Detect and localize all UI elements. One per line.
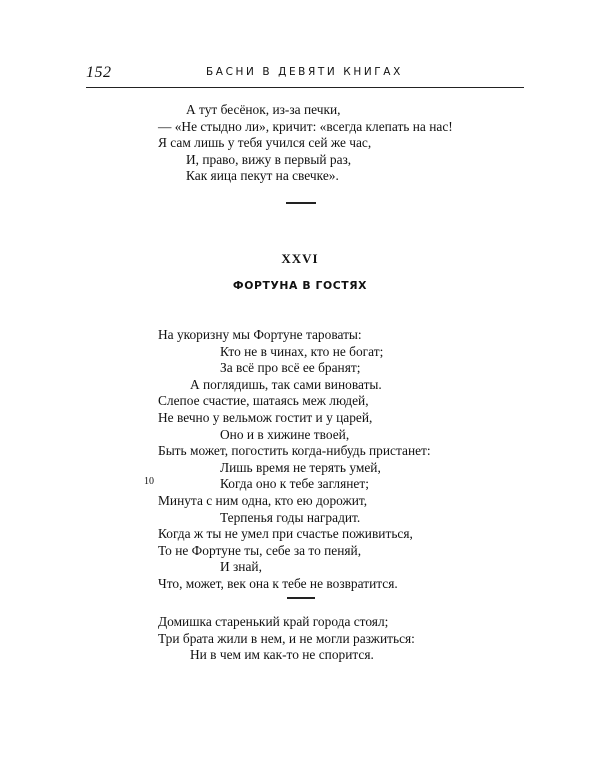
verse-line: Домишка старенький край города стоял; xyxy=(158,614,389,629)
verse-line: Ни в чем им как-то не спорится. xyxy=(190,647,374,663)
verse-line: И, право, вижу в первый раз, xyxy=(186,151,352,167)
running-head: БАСНИ В ДЕВЯТИ КНИГАХ xyxy=(206,66,403,78)
verse-line: Оно и в хижине твоей, xyxy=(220,426,350,442)
verse-line: Когда оно к тебе заглянет; xyxy=(220,476,369,492)
verse-line: Лишь время не терять умей, xyxy=(220,459,381,475)
verse-line: Я сам лишь у тебя учился сей же час, xyxy=(158,135,372,151)
page-header xyxy=(86,62,524,88)
verse-line: На укоризну мы Фортуне тароваты: xyxy=(158,327,362,342)
verse-line: За всё про всё ее бранят; xyxy=(220,360,361,376)
verse-line: А тут бесёнок, из-за печки, xyxy=(186,102,341,117)
verse-line: Слепое счастие, шатаясь меж людей, xyxy=(158,393,369,409)
verse-line: То не Фортуне ты, себе за то пеняй, xyxy=(158,542,362,558)
verse-line: Быть может, погостить когда-нибудь пристанет: xyxy=(158,443,431,459)
section-divider xyxy=(286,202,316,204)
fable-verse-continued xyxy=(158,614,415,664)
fable-title: ФОРТУНА В ГОСТЯХ xyxy=(232,279,368,292)
verse-line: Когда ж ты не умел при счастье поживиться, xyxy=(158,526,413,542)
previous-fable-ending xyxy=(158,102,453,185)
stanza-divider xyxy=(287,597,315,599)
page-number: 152 xyxy=(86,64,112,81)
verse-line: Три брата жили в нем, и не могли разжиться: xyxy=(158,630,415,646)
verse-line: Что, может, век она к тебе не возвратится. xyxy=(158,575,398,591)
fable-number: XXVI xyxy=(281,251,319,266)
fable-verse xyxy=(158,327,431,593)
verse-line: — «Не стыдно ли», кричит: «всегда клепать на нас! xyxy=(158,118,453,134)
line-number-marker: 10 xyxy=(144,476,154,487)
header-rule xyxy=(86,87,524,88)
verse-line: И знай, xyxy=(220,559,262,575)
verse-line: Кто не в чинах, кто не богат; xyxy=(220,343,384,359)
verse-line: Не вечно у вельмож гостит и у царей, xyxy=(158,409,373,425)
verse-line: А поглядишь, так сами виноваты. xyxy=(190,376,382,392)
verse-line: Как яица пекут на свечке». xyxy=(186,168,339,184)
verse-line: Минута с ним одна, кто ею дорожит, xyxy=(158,492,368,508)
verse-line: Терпенья годы наградит. xyxy=(220,509,361,525)
